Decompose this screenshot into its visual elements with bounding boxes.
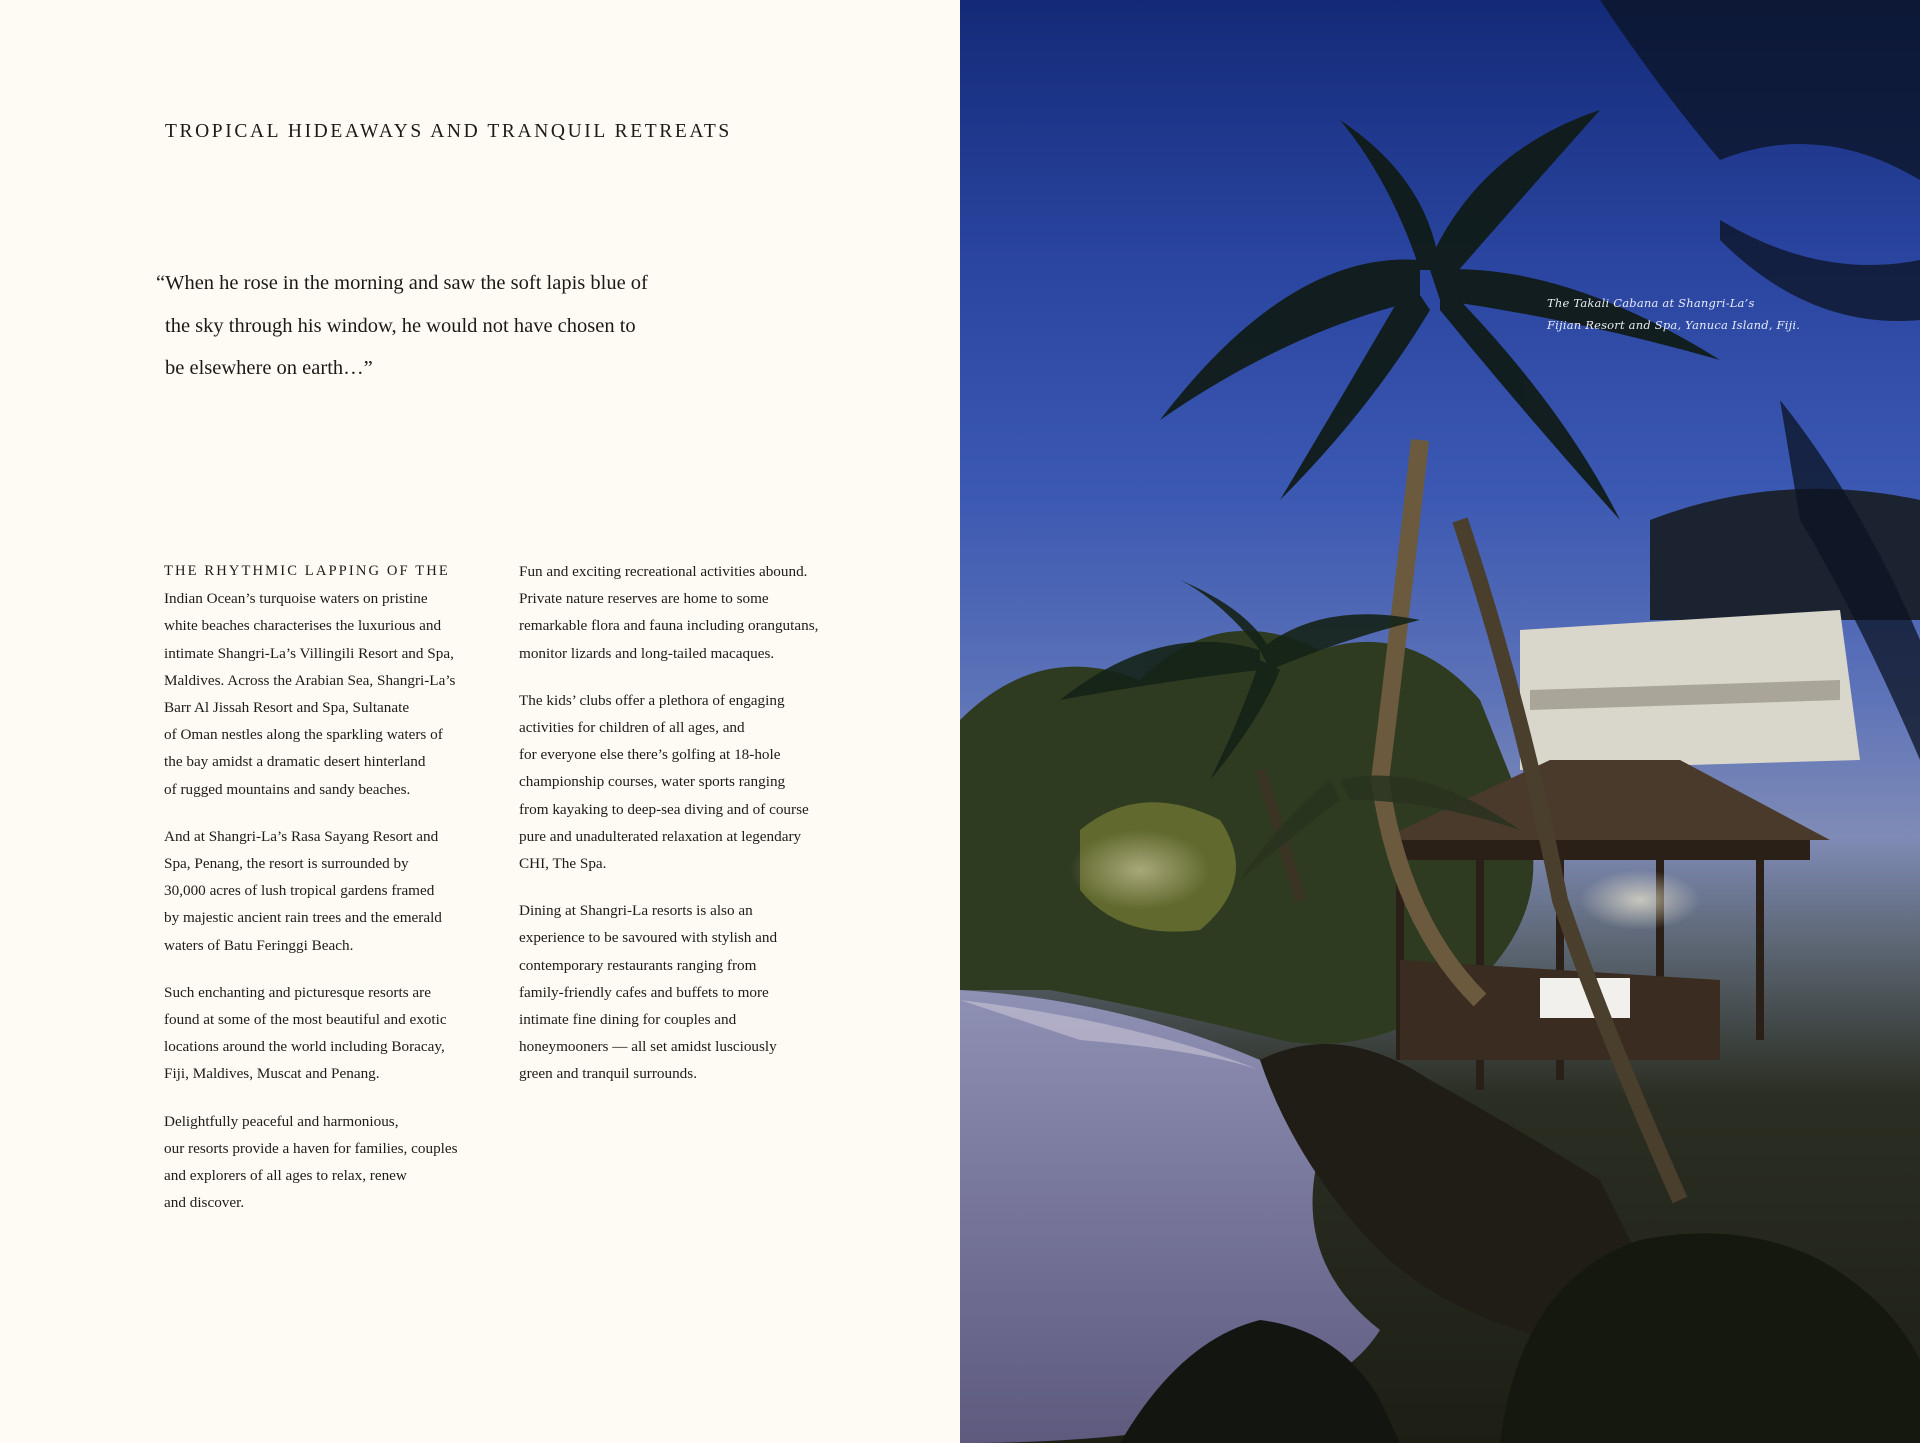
text-line: Indian Ocean’s turquoise waters on pristine <box>164 590 428 608</box>
text-line: Fiji, Maldives, Muscat and Penang. <box>164 1065 380 1083</box>
quote-line: be elsewhere on earth…” <box>165 357 373 379</box>
text-line: and explorers of all ages to relax, renew <box>164 1167 407 1185</box>
cabana-light <box>1580 870 1700 930</box>
opening-quote <box>156 262 716 390</box>
text-line: experience to be savoured with stylish and <box>519 929 778 947</box>
text-line: pure and unadulterated relaxation at legendary <box>519 827 802 845</box>
paragraph <box>164 979 509 1088</box>
text-line: Barr Al Jissah Resort and Spa, Sultanate <box>164 699 410 717</box>
paragraph <box>164 1108 509 1217</box>
body-column-one <box>164 558 509 1236</box>
text-line: And at Shangri-La’s Rasa Sayang Resort and <box>164 827 439 845</box>
text-line: activities for children of all ages, and <box>519 719 745 737</box>
text-line: family-friendly cafes and buffets to more <box>519 983 769 1001</box>
paragraph <box>519 558 864 667</box>
quote-line: the sky through his window, he would not have chosen to <box>165 314 636 337</box>
text-line: honeymooners — all set amidst lusciously <box>519 1038 777 1056</box>
caption-line: The Takali Cabana at Shangri-La’s <box>1547 296 1755 310</box>
text-line: from kayaking to deep-sea diving and of course <box>519 800 809 818</box>
text-line: green and tranquil surrounds. <box>519 1065 697 1083</box>
text-line: Fun and exciting recreational activities abound. <box>519 563 808 580</box>
text-line: found at some of the most beautiful and exotic <box>164 1011 447 1029</box>
text-line: of rugged mountains and sandy beaches. <box>164 780 411 798</box>
text-line: by majestic ancient rain trees and the emerald <box>164 909 442 927</box>
text-line: remarkable flora and fauna including orangutans, <box>519 617 819 635</box>
section-title: TROPICAL HIDEAWAYS AND TRANQUIL RETREATS <box>165 121 732 142</box>
text-line: Spa, Penang, the resort is surrounded by <box>164 855 409 873</box>
resort-scene-illustration <box>960 0 1920 1443</box>
paragraph <box>164 558 509 803</box>
text-line: locations around the world including Boracay, <box>164 1038 445 1056</box>
text-line: Private nature reserves are home to some <box>519 590 769 608</box>
text-line: white beaches characterises the luxurious and <box>164 617 442 635</box>
text-line: Delightfully peaceful and harmonious, <box>164 1112 399 1130</box>
text-line: Dining at Shangri-La resorts is also an <box>519 902 753 920</box>
text-line: 30,000 acres of lush tropical gardens framed <box>164 882 435 900</box>
text-line: intimate Shangri-La’s Villingili Resort and Spa, <box>164 644 454 662</box>
text-line: of Oman nestles along the sparkling waters of <box>164 726 443 744</box>
text-line: monitor lizards and long-tailed macaques. <box>519 644 775 662</box>
paragraph <box>164 823 509 959</box>
resort-photo <box>960 0 1920 1443</box>
text-line: and discover. <box>164 1194 245 1212</box>
text-line: the bay amidst a dramatic desert hinterland <box>164 753 426 771</box>
text-line: CHI, The Spa. <box>519 855 607 873</box>
paragraph <box>519 897 864 1087</box>
cabana-eave <box>1400 840 1810 860</box>
paragraph <box>519 687 864 877</box>
garden-light <box>1070 830 1210 910</box>
text-line: Such enchanting and picturesque resorts are <box>164 983 431 1001</box>
photo-caption <box>1547 292 1887 336</box>
caption-line: Fijian Resort and Spa, Yanuca Island, Fiji. <box>1547 318 1801 332</box>
text-line: intimate fine dining for couples and <box>519 1011 737 1029</box>
text-line: our resorts provide a haven for families, couples <box>164 1139 458 1157</box>
text-line: championship courses, water sports ranging <box>519 773 786 791</box>
text-line: waters of Batu Feringgi Beach. <box>164 936 354 954</box>
text-line: contemporary restaurants ranging from <box>519 956 757 974</box>
body-column-two <box>519 558 864 1108</box>
text-line: Maldives. Across the Arabian Sea, Shangri-La’s <box>164 671 456 689</box>
lead-in: THE RHYTHMIC LAPPING OF THE <box>164 563 450 579</box>
text-line: The kids’ clubs offer a plethora of engaging <box>519 691 785 709</box>
text-line: for everyone else there’s golfing at 18-hole <box>519 746 781 764</box>
quote-line: “When he rose in the morning and saw the soft lapis blue of <box>156 272 648 294</box>
